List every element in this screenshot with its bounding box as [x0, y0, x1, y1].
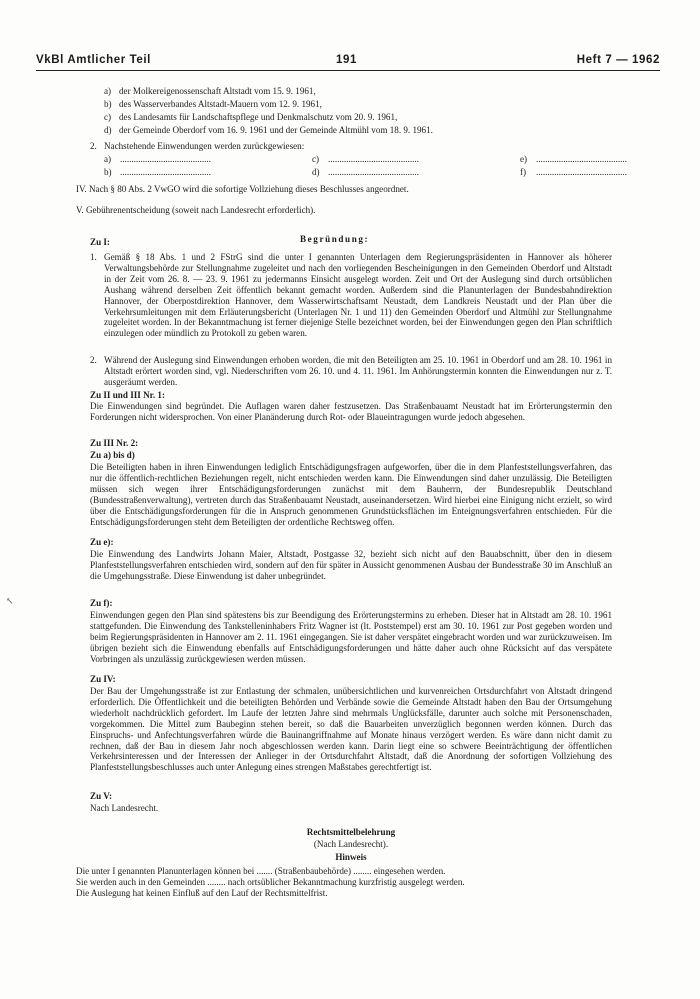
- field-dots: ........................................: [328, 154, 419, 164]
- item-text: Nachstehende Einwendungen werden zurückgewiesen:: [104, 141, 305, 151]
- section-iv: IV. Nach § 80 Abs. 2 VwGO wird die sofortige Vollziehung dieses Beschlusses angeordnet.: [76, 184, 409, 194]
- page-header: [36, 52, 660, 71]
- field-dots: ........................................: [328, 167, 419, 177]
- field-label-f: f): [520, 167, 527, 177]
- subheading: Zu II und III Nr. 1:: [90, 390, 165, 400]
- paragraph: Die Einwendung des Landwirts Johann Maier, Altstadt, Postgasse 32, bezieht sich nicht auf den Bauabschnitt, über den in diesem Planfeststellungsverfahren entschieden wird, sondern auf den für später in Aussicht genommenen Ausbau der Bundesstraße 30 im Anschluß an die Umgehungsstraße. Diese Einwendung ist daher unbegründet.: [90, 549, 612, 581]
- subheading: Zu III Nr. 2:: [90, 438, 139, 448]
- rechtsmittel-subtitle: (Nach Landesrecht).: [313, 839, 389, 849]
- list-letter: b): [104, 99, 112, 109]
- hinweis-line: Die Auslegung hat keinen Einfluß auf den Lauf der Rechtsmittelfrist.: [76, 888, 328, 898]
- subheading: Zu a) bis d): [90, 450, 135, 460]
- paragraph: Die Beteiligten haben in ihren Einwendungen lediglich Entschädigungsfragen aufgeworfen, über die in dem Planfeststellungsverfahren, das nur die öffentlich-rechtlichen Beziehungen regelt, nicht entschieden werden kann. Die Einwendungen sind daher unzulässig. Die Beteiligten müssen sich wegen ihrer Entschädigungsforderungen zunächst mit dem Bauherrn, der Bundesrepublik Deutschland (Bundesstraßenverwaltung), vertreten durch das Straßenbauamt Neustadt, auseinandersetzen. Wird hierbei eine Einigung nicht erzielt, so wird über die Entschädigungsforderungen für die in Anspruch genommenen Grundstücksflächen im Enteignungsverfahren entschieden. Für die Entschädigungsforderungen steht dem Beteiligten der ordentliche Rechtsweg offen.: [90, 462, 612, 527]
- subheading: Zu IV:: [90, 674, 116, 684]
- field-dots: ........................................: [536, 167, 627, 177]
- rechtsmittel-title: Rechtsmittelbelehrung: [306, 827, 396, 837]
- paragraph: Nach Landesrecht.: [90, 803, 159, 813]
- heading-begruendung: Begründung:: [300, 234, 370, 244]
- paragraph-number: 1.: [90, 252, 97, 262]
- hinweis-title: Hinweis: [335, 852, 367, 862]
- list-item: des Landesamts für Landschaftspflege und Denkmalschutz vom 20. 9. 1961,: [119, 112, 398, 122]
- field-dots: ........................................: [120, 154, 211, 164]
- paragraph: Gemäß § 18 Abs. 1 und 2 FStrG sind die unter I genannten Unterlagen dem Regierungspräsidenten in Hannover als höherer Verwaltungsbehörde zur Stellungnahme zugeleitet und nach den vorliegenden Bescheinigungen in den Gemeinden Oberdorf und Altstadt in der Zeit vom 26. 8. — 23. 9. 1961 zu jedermanns Einsicht ausgelegt worden. Zeit und Ort der Auslegung sind durch ortsüblichen Aushang während derselben Zeit öffentlich bekannt gemacht worden. Außerdem sind die Planunterlagen der Bundesbahndirektion Hannover, der Oberpostdirektion Hannover, dem Wasserwirtschaftsamt Neustadt, dem Landkreis Neustadt und der Plan über die Verkehrsumleitungen mit dem Erläuterungsbericht (Unterlagen Nr. 1 und 11) den Gemeinden Oberdorf und Altmühl zur Stellungnahme zugeleitet worden. In der Bekanntmachung ist ferner diejenige Stelle bezeichnet worden, bei der Einwendungen gegen den Plan schriftlich einzulegen oder mündlich zu Protokoll zu geben waren.: [104, 252, 612, 339]
- list-letter: d): [104, 125, 112, 135]
- field-label-d: d): [312, 167, 320, 177]
- list-item: des Wasserverbandes Altstadt-Mauern vom 12. 9. 1961,: [119, 99, 322, 109]
- section-v: V. Gebührenentscheidung (soweit nach Landesrecht erforderlich).: [76, 205, 316, 215]
- list-item: der Gemeinde Oberdorf vom 16. 9. 1961 und der Gemeinde Altmühl vom 18. 9. 1961.: [119, 125, 433, 135]
- hinweis-line: Sie werden auch in den Gemeinden ........ nach ortsüblicher Bekanntmachung kurzfristig ausgelegt werden.: [76, 877, 465, 887]
- field-dots: ........................................: [120, 167, 211, 177]
- list-item: der Molkereigenossenschaft Altstadt vom 15. 9. 1961,: [119, 86, 316, 96]
- field-label-c: c): [312, 154, 320, 164]
- list-letter: a): [104, 86, 112, 96]
- paragraph: Die Einwendungen sind begründet. Die Auflagen waren daher festzusetzen. Das Straßenbauamt Neustadt hat im Erörterungstermin den Forderungen nicht widersprochen. Von einer Planänderung durch Rot- oder Blaueintragungen wurde jedoch abgesehen.: [90, 401, 612, 422]
- journal-title: VkBl Amtlicher Teil: [36, 54, 151, 66]
- list-letter: c): [104, 112, 112, 122]
- field-label-a: a): [104, 154, 112, 164]
- heading-zu-i: Zu I:: [90, 237, 110, 247]
- issue-label: Heft 7 — 1962: [576, 54, 660, 66]
- subheading: Zu f):: [90, 598, 113, 608]
- page-number: 191: [336, 54, 357, 66]
- field-label-b: b): [104, 167, 112, 177]
- field-dots: ........................................: [536, 154, 627, 164]
- subheading: Zu V:: [90, 791, 112, 801]
- paragraph: Während der Auslegung sind Einwendungen erhoben worden, die mit den Beteiligten am 25. 10. 1961 in Oberdorf und am 28. 10. 1961 in Altstadt erörtert worden sind, vgl. Niederschriften vom 26. 10. und 4. 11. 1961. Im Anhörungstermin konnten die Einwendungen nur z. T. ausgeräumt werden.: [104, 355, 612, 387]
- item-number: 2.: [90, 141, 97, 151]
- field-label-e: e): [520, 154, 528, 164]
- margin-mark: ↖: [6, 596, 14, 606]
- hinweis-line: Die unter I genannten Planunterlagen können bei ....... (Straßenbaubehörde) ........ eingesehen werden.: [76, 866, 446, 876]
- subheading: Zu e):: [90, 537, 114, 547]
- paragraph-number: 2.: [90, 355, 97, 365]
- paragraph: Einwendungen gegen den Plan sind spätestens bis zur Beendigung des Erörterungstermins zu erheben. Dieser hat in Altstadt am 28. 10. 1961 stattgefunden. Die Einwendung des Tankstelleninhabers Fritz Wagner ist (lt. Poststempel) erst am 30. 10. 1961 zur Post gegeben worden und beim Regierungspräsidenten in Hannover am 2. 11. 1961 eingegangen. Sie ist daher verspätet eingebracht worden und war zurückzuweisen. Im übrigen bezieht sich die Einwendung ebenfalls auf Entschädigungsforderungen und hätte daher auch ohne Rücksicht auf das verspätete Vorbringen als unzulässig zurückgewiesen werden müssen.: [90, 610, 612, 664]
- paragraph: Der Bau der Umgehungsstraße ist zur Entlastung der schmalen, unübersichtlichen und kurvenreichen Ortsdurchfahrt von Altstadt dringend erforderlich. Die Öffentlichkeit und die beteiligten Behörden und Verbände sowie die Gemeinde Altstadt haben den Bau der Ortsumgehung wiederholt nachdrücklich gefordert. Im Laufe der letzten Jahre sind mehrmals Unglücksfälle, darunter auch solche mit Personenschaden, vorgekommen. Die Mittel zum Baubeginn stehen bereit, so daß die Bauarbeiten unverzüglich begonnen werden können. Durch das Einspruchs- und Anfechtungsverfahren würde die Bauinangriffnahme auf Monate hinaus verzögert werden. Es wäre dann nicht damit zu rechnen, daß der Bau in diesem Jahr noch abgeschlossen werden kann. Darin liegt eine so schwere Beeinträchtigung der öffentlichen Verkehrsinteressen und der Interessen der Anlieger in der Ortsdurchfahrt Altstadt, daß die Anordnung der sofortigen Vollziehung des Planfeststellungsbeschlusses auch unter Anlegung eines strengen Maßstabes gerechtfertigt ist.: [90, 686, 612, 773]
